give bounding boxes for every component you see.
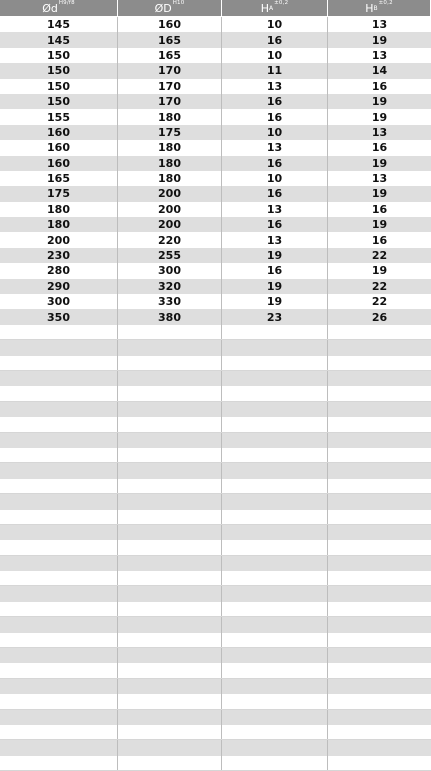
empty-table-row bbox=[0, 740, 431, 755]
empty-table-row bbox=[0, 633, 431, 648]
table-cell bbox=[222, 417, 328, 431]
table-cell bbox=[118, 679, 222, 694]
table-cell: 150 bbox=[0, 48, 118, 63]
table-cell: 170 bbox=[118, 79, 222, 94]
header-tolerance: H10 bbox=[172, 0, 185, 7]
table-cell bbox=[118, 463, 222, 478]
empty-table-row bbox=[0, 494, 431, 509]
table-cell: 145 bbox=[0, 32, 118, 47]
empty-table-row bbox=[0, 525, 431, 540]
table-cell bbox=[118, 356, 222, 370]
header-height-b bbox=[328, 0, 431, 16]
table-row bbox=[0, 202, 431, 217]
table-cell bbox=[118, 710, 222, 725]
table-cell bbox=[328, 510, 431, 524]
table-cell bbox=[222, 725, 328, 739]
table-cell bbox=[222, 463, 328, 478]
empty-table-row bbox=[0, 586, 431, 601]
table-cell bbox=[0, 356, 118, 370]
table-cell bbox=[118, 386, 222, 400]
empty-table-row bbox=[0, 510, 431, 525]
table-row bbox=[0, 125, 431, 140]
table-cell: 16 bbox=[222, 109, 328, 124]
table-cell bbox=[328, 340, 431, 355]
table-cell bbox=[0, 463, 118, 478]
table-cell bbox=[118, 756, 222, 770]
table-cell: 165 bbox=[118, 48, 222, 63]
empty-table-row bbox=[0, 571, 431, 586]
empty-table-row bbox=[0, 402, 431, 417]
table-cell bbox=[0, 756, 118, 770]
table-cell: 14 bbox=[371, 64, 388, 78]
table-cell bbox=[328, 325, 431, 339]
empty-table-row bbox=[0, 617, 431, 632]
table-cell bbox=[0, 325, 118, 339]
table-cell: 16 bbox=[371, 233, 388, 247]
table-cell: 10 bbox=[222, 125, 328, 140]
table-cell: 19 bbox=[222, 279, 328, 294]
table-cell: 19 bbox=[371, 95, 388, 109]
table-cell: 13 bbox=[222, 79, 328, 94]
table-cell: 180 bbox=[118, 156, 222, 171]
table-cell bbox=[0, 386, 118, 400]
table-cell bbox=[222, 356, 328, 370]
table-cell: 180 bbox=[118, 171, 222, 186]
table-cell bbox=[222, 525, 328, 540]
table-cell bbox=[328, 386, 431, 400]
table-cell: 10 bbox=[222, 17, 328, 32]
table-cell: 10 bbox=[222, 48, 328, 63]
table-cell bbox=[118, 740, 222, 755]
table-cell: 13 bbox=[371, 18, 388, 32]
table-header bbox=[0, 0, 431, 17]
table-cell bbox=[0, 710, 118, 725]
table-row bbox=[0, 217, 431, 232]
table-cell bbox=[0, 694, 118, 708]
table-cell bbox=[328, 540, 431, 554]
table-row bbox=[0, 140, 431, 155]
header-outer-diameter bbox=[118, 0, 222, 16]
table-cell bbox=[328, 433, 431, 448]
empty-table-row bbox=[0, 725, 431, 740]
table-cell bbox=[118, 525, 222, 540]
table-cell bbox=[0, 602, 118, 616]
table-row bbox=[0, 63, 431, 78]
table-cell bbox=[118, 556, 222, 571]
table-cell bbox=[0, 556, 118, 571]
table-cell bbox=[0, 340, 118, 355]
table-cell bbox=[222, 325, 328, 339]
table-cell: 19 bbox=[371, 218, 388, 232]
table-cell bbox=[328, 417, 431, 431]
empty-table-row bbox=[0, 756, 431, 771]
table-row bbox=[0, 248, 431, 263]
table-cell bbox=[118, 602, 222, 616]
table-cell bbox=[222, 540, 328, 554]
table-cell bbox=[328, 740, 431, 755]
header-sub: A bbox=[269, 5, 274, 12]
table-row bbox=[0, 309, 431, 324]
empty-table-row bbox=[0, 540, 431, 555]
table-cell: 16 bbox=[222, 217, 328, 232]
table-cell: 150 bbox=[0, 63, 118, 78]
table-cell bbox=[0, 617, 118, 632]
table-cell: 300 bbox=[118, 263, 222, 278]
table-cell: 26 bbox=[371, 310, 388, 324]
table-cell bbox=[328, 756, 431, 770]
table-cell: 13 bbox=[371, 125, 388, 139]
empty-table-row bbox=[0, 356, 431, 371]
table-cell: 200 bbox=[118, 186, 222, 201]
table-cell: 16 bbox=[222, 263, 328, 278]
table-cell bbox=[0, 740, 118, 755]
table-cell bbox=[222, 494, 328, 509]
table-cell bbox=[328, 448, 431, 462]
table-row bbox=[0, 109, 431, 124]
table-cell: 150 bbox=[0, 94, 118, 109]
table-cell bbox=[222, 756, 328, 770]
table-cell bbox=[222, 648, 328, 663]
table-cell bbox=[0, 371, 118, 386]
table-cell bbox=[118, 725, 222, 739]
table-cell bbox=[328, 571, 431, 585]
table-cell bbox=[328, 371, 431, 386]
table-cell: 160 bbox=[0, 156, 118, 171]
table-cell: 350 bbox=[0, 309, 118, 324]
empty-table-row bbox=[0, 663, 431, 678]
table-cell bbox=[222, 479, 328, 493]
header-tolerance: H9/f8 bbox=[58, 0, 75, 7]
table-cell: 180 bbox=[118, 140, 222, 155]
table-cell: 160 bbox=[0, 125, 118, 140]
empty-table-row bbox=[0, 694, 431, 709]
table-cell bbox=[0, 525, 118, 540]
table-row bbox=[0, 79, 431, 94]
table-cell bbox=[0, 448, 118, 462]
table-cell: 10 bbox=[222, 171, 328, 186]
table-cell bbox=[222, 571, 328, 585]
table-cell: 170 bbox=[118, 94, 222, 109]
table-cell bbox=[328, 494, 431, 509]
table-cell: 160 bbox=[0, 140, 118, 155]
table-cell: 330 bbox=[118, 294, 222, 309]
table-row bbox=[0, 232, 431, 247]
table-cell bbox=[118, 433, 222, 448]
header-main: H bbox=[365, 1, 374, 15]
table-cell: 19 bbox=[222, 248, 328, 263]
table-cell bbox=[222, 402, 328, 417]
table-cell: 16 bbox=[222, 32, 328, 47]
table-cell bbox=[222, 586, 328, 601]
table-cell bbox=[118, 633, 222, 647]
table-cell: 150 bbox=[0, 79, 118, 94]
table-cell bbox=[0, 648, 118, 663]
table-cell bbox=[328, 463, 431, 478]
table-cell bbox=[222, 602, 328, 616]
table-cell: 16 bbox=[222, 94, 328, 109]
table-cell bbox=[0, 586, 118, 601]
empty-table-row bbox=[0, 679, 431, 694]
table-cell: 180 bbox=[118, 109, 222, 124]
table-cell: 200 bbox=[118, 217, 222, 232]
table-cell bbox=[222, 694, 328, 708]
table-cell bbox=[0, 663, 118, 677]
table-cell: 19 bbox=[371, 33, 388, 47]
table-body bbox=[0, 17, 431, 771]
table-cell bbox=[222, 340, 328, 355]
header-tolerance: ±0,2 bbox=[274, 0, 289, 7]
table-cell: 170 bbox=[118, 63, 222, 78]
table-cell: 19 bbox=[371, 264, 388, 278]
table-cell bbox=[118, 448, 222, 462]
table-cell bbox=[0, 725, 118, 739]
table-cell: 13 bbox=[371, 48, 388, 62]
table-cell: 175 bbox=[0, 186, 118, 201]
empty-table-row bbox=[0, 602, 431, 617]
table-cell: 255 bbox=[118, 248, 222, 263]
table-cell bbox=[328, 402, 431, 417]
table-cell bbox=[328, 710, 431, 725]
table-cell bbox=[328, 556, 431, 571]
table-cell bbox=[222, 679, 328, 694]
empty-table-row bbox=[0, 325, 431, 340]
empty-table-row bbox=[0, 710, 431, 725]
table-cell bbox=[222, 556, 328, 571]
table-cell: 160 bbox=[118, 17, 222, 32]
table-cell bbox=[118, 617, 222, 632]
table-cell bbox=[118, 402, 222, 417]
table-cell bbox=[328, 648, 431, 663]
table-cell bbox=[118, 325, 222, 339]
table-cell bbox=[0, 433, 118, 448]
table-cell bbox=[328, 525, 431, 540]
empty-table-row bbox=[0, 479, 431, 494]
table-cell bbox=[328, 602, 431, 616]
table-cell bbox=[0, 679, 118, 694]
table-cell bbox=[222, 433, 328, 448]
header-main: Ød bbox=[42, 1, 58, 15]
table-cell: 230 bbox=[0, 248, 118, 263]
table-row bbox=[0, 171, 431, 186]
table-cell bbox=[118, 479, 222, 493]
empty-table-row bbox=[0, 648, 431, 663]
table-cell: 22 bbox=[371, 279, 388, 293]
table-cell bbox=[328, 586, 431, 601]
table-cell: 380 bbox=[118, 309, 222, 324]
table-cell bbox=[0, 494, 118, 509]
table-cell: 145 bbox=[0, 17, 118, 32]
empty-table-row bbox=[0, 386, 431, 401]
header-tolerance: ±0,2 bbox=[378, 0, 393, 7]
table-cell bbox=[222, 510, 328, 524]
table-cell bbox=[328, 663, 431, 677]
table-cell: 19 bbox=[371, 110, 388, 124]
table-cell bbox=[222, 386, 328, 400]
header-main: H bbox=[260, 1, 269, 15]
table-cell bbox=[222, 633, 328, 647]
table-cell bbox=[0, 417, 118, 431]
table-cell bbox=[328, 694, 431, 708]
table-cell bbox=[328, 356, 431, 370]
table-cell bbox=[328, 617, 431, 632]
table-row bbox=[0, 32, 431, 47]
table-cell: 16 bbox=[371, 79, 388, 93]
table-cell: 175 bbox=[118, 125, 222, 140]
table-cell bbox=[118, 340, 222, 355]
table-cell bbox=[0, 402, 118, 417]
table-cell: 220 bbox=[118, 232, 222, 247]
table-cell: 320 bbox=[118, 279, 222, 294]
table-cell: 180 bbox=[0, 217, 118, 232]
table-cell bbox=[328, 479, 431, 493]
table-cell bbox=[222, 663, 328, 677]
header-inner-diameter bbox=[0, 0, 118, 16]
empty-table-row bbox=[0, 448, 431, 463]
table-cell bbox=[328, 679, 431, 694]
table-row bbox=[0, 279, 431, 294]
empty-table-row bbox=[0, 433, 431, 448]
table-cell bbox=[222, 710, 328, 725]
table-cell bbox=[0, 510, 118, 524]
table-cell: 180 bbox=[0, 202, 118, 217]
table-cell: 23 bbox=[222, 309, 328, 324]
header-main: ØD bbox=[154, 1, 172, 15]
table-cell: 13 bbox=[371, 172, 388, 186]
table-cell bbox=[222, 371, 328, 386]
table-cell: 13 bbox=[222, 232, 328, 247]
table-cell bbox=[118, 571, 222, 585]
header-sub: B bbox=[373, 5, 378, 12]
empty-table-row bbox=[0, 417, 431, 432]
table-cell: 290 bbox=[0, 279, 118, 294]
table-cell: 165 bbox=[118, 32, 222, 47]
empty-table-row bbox=[0, 371, 431, 386]
table-cell: 200 bbox=[0, 232, 118, 247]
table-cell: 280 bbox=[0, 263, 118, 278]
table-cell: 16 bbox=[371, 202, 388, 216]
table-cell bbox=[118, 417, 222, 431]
table-cell bbox=[222, 448, 328, 462]
table-cell bbox=[118, 494, 222, 509]
table-row bbox=[0, 263, 431, 278]
table-row bbox=[0, 186, 431, 201]
table-row bbox=[0, 94, 431, 109]
table-cell: 300 bbox=[0, 294, 118, 309]
table-cell bbox=[0, 633, 118, 647]
table-cell bbox=[328, 633, 431, 647]
table-cell bbox=[118, 540, 222, 554]
table-cell bbox=[0, 479, 118, 493]
table-cell: 155 bbox=[0, 109, 118, 124]
table-cell: 165 bbox=[0, 171, 118, 186]
table-cell bbox=[328, 725, 431, 739]
table-cell bbox=[118, 648, 222, 663]
table-cell bbox=[118, 586, 222, 601]
table-cell: 16 bbox=[222, 186, 328, 201]
table-cell bbox=[222, 740, 328, 755]
empty-table-row bbox=[0, 463, 431, 478]
table-cell bbox=[222, 617, 328, 632]
header-height-a bbox=[222, 0, 328, 16]
table-cell: 200 bbox=[118, 202, 222, 217]
table-cell bbox=[0, 540, 118, 554]
table-cell: 16 bbox=[371, 141, 388, 155]
table-row bbox=[0, 156, 431, 171]
table-cell bbox=[118, 663, 222, 677]
table-cell bbox=[118, 694, 222, 708]
table-cell: 22 bbox=[371, 249, 388, 263]
table-cell: 22 bbox=[371, 295, 388, 309]
table-cell: 13 bbox=[222, 140, 328, 155]
table-cell: 16 bbox=[222, 156, 328, 171]
table-cell: 11 bbox=[222, 63, 328, 78]
table-cell: 19 bbox=[371, 187, 388, 201]
empty-table-row bbox=[0, 556, 431, 571]
table-cell bbox=[0, 571, 118, 585]
empty-table-row bbox=[0, 340, 431, 355]
table-row bbox=[0, 294, 431, 309]
table-cell bbox=[118, 371, 222, 386]
table-cell: 13 bbox=[222, 202, 328, 217]
table-cell: 19 bbox=[222, 294, 328, 309]
table-cell bbox=[118, 510, 222, 524]
table-row bbox=[0, 48, 431, 63]
table-cell: 19 bbox=[371, 156, 388, 170]
table-row bbox=[0, 17, 431, 32]
